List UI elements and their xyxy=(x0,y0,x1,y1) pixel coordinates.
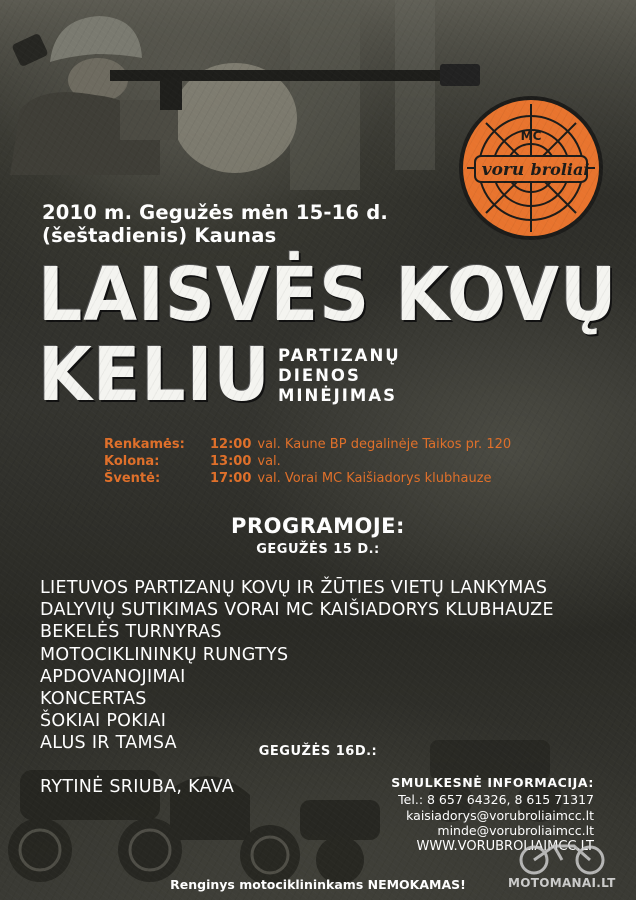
contact-website: WWW.VORUBROLIAIMCC.LT xyxy=(416,838,594,854)
program-day-1-heading: GEGUŽĖS 15 D.: xyxy=(256,542,380,557)
list-item: DALYVIŲ SUTIKIMAS VORAI MC KAIŠIADORYS KLUBHAUZE xyxy=(40,600,554,621)
schedule-label: Renkamės: xyxy=(104,437,185,452)
program-day-2-heading: GEGUŽĖS 16D.: xyxy=(258,744,378,759)
schedule-label: Kolona: xyxy=(104,454,160,469)
list-item: ALUS IR TAMSA xyxy=(40,733,177,754)
motorcycle-icon xyxy=(512,836,612,876)
logo-broliai-text: broliai xyxy=(530,160,590,179)
footer-note: Renginys motociklininkams NEMOKAMAS! xyxy=(170,877,466,892)
event-day-location: (šeštadienis) Kaunas xyxy=(42,224,277,247)
logo-voru-text: voru xyxy=(481,160,525,180)
contact-heading: SMULKESNĖ INFORMACIJA: xyxy=(391,775,594,790)
list-item: KONCERTAS xyxy=(40,689,147,710)
schedule-time: 17:00 xyxy=(210,471,252,486)
subtitle-line-2: DIENOS xyxy=(278,366,361,385)
schedule-row xyxy=(104,470,511,487)
subtitle-line-3: MINĖJIMAS xyxy=(278,386,397,405)
schedule-row xyxy=(104,436,511,453)
schedule-time: 13:00 xyxy=(210,454,252,469)
schedule-row xyxy=(104,453,511,470)
list-item: ŠOKIAI POKIAI xyxy=(40,711,167,732)
logo-mc-text: MC xyxy=(520,129,542,143)
schedule-text: val. xyxy=(257,454,281,469)
list-item: MOTOCIKLININKŲ RUNGTYS xyxy=(40,644,289,665)
schedule-text: val. Kaune BP degalinėje Taikos pr. 120 xyxy=(257,437,512,452)
program-heading: PROGRAMOJE: xyxy=(231,514,405,538)
day-2-events xyxy=(40,776,234,798)
list-item: APDOVANOJIMAI xyxy=(40,666,186,687)
list-item: RYTINĖ SRIUBA, KAVA xyxy=(40,777,235,797)
subtitle-line-1: PARTIZANŲ xyxy=(278,346,401,365)
schedule-text: val. Vorai MC Kaišiadorys klubhauze xyxy=(257,471,492,486)
contact-email-2: minde@vorubroliaimcc.lt xyxy=(437,823,594,838)
contact-phone: Tel.: 8 657 64326, 8 615 71317 xyxy=(398,792,594,807)
schedule-time: 12:00 xyxy=(210,437,252,452)
event-date: 2010 m. Gegužės mėn 15-16 d. xyxy=(42,201,388,224)
main-title-line-2: KELIU xyxy=(38,332,271,418)
subtitle-block xyxy=(278,346,401,406)
schedule xyxy=(104,436,511,487)
site-watermark: MOTOMANAI.LT xyxy=(508,876,616,890)
voru-broliai-logo xyxy=(457,94,605,242)
contact-email-1: kaisiadorys@vorubroliaimcc.lt xyxy=(406,807,594,823)
main-title-line-1: LAISVĖS KOVŲ xyxy=(38,252,618,338)
list-item: BEKELĖS TURNYRAS xyxy=(40,622,222,643)
schedule-label: Šventė: xyxy=(104,471,161,486)
list-item: LIETUVOS PARTIZANŲ KOVŲ IR ŽŪTIES VIETŲ LANKYMAS xyxy=(40,578,548,598)
